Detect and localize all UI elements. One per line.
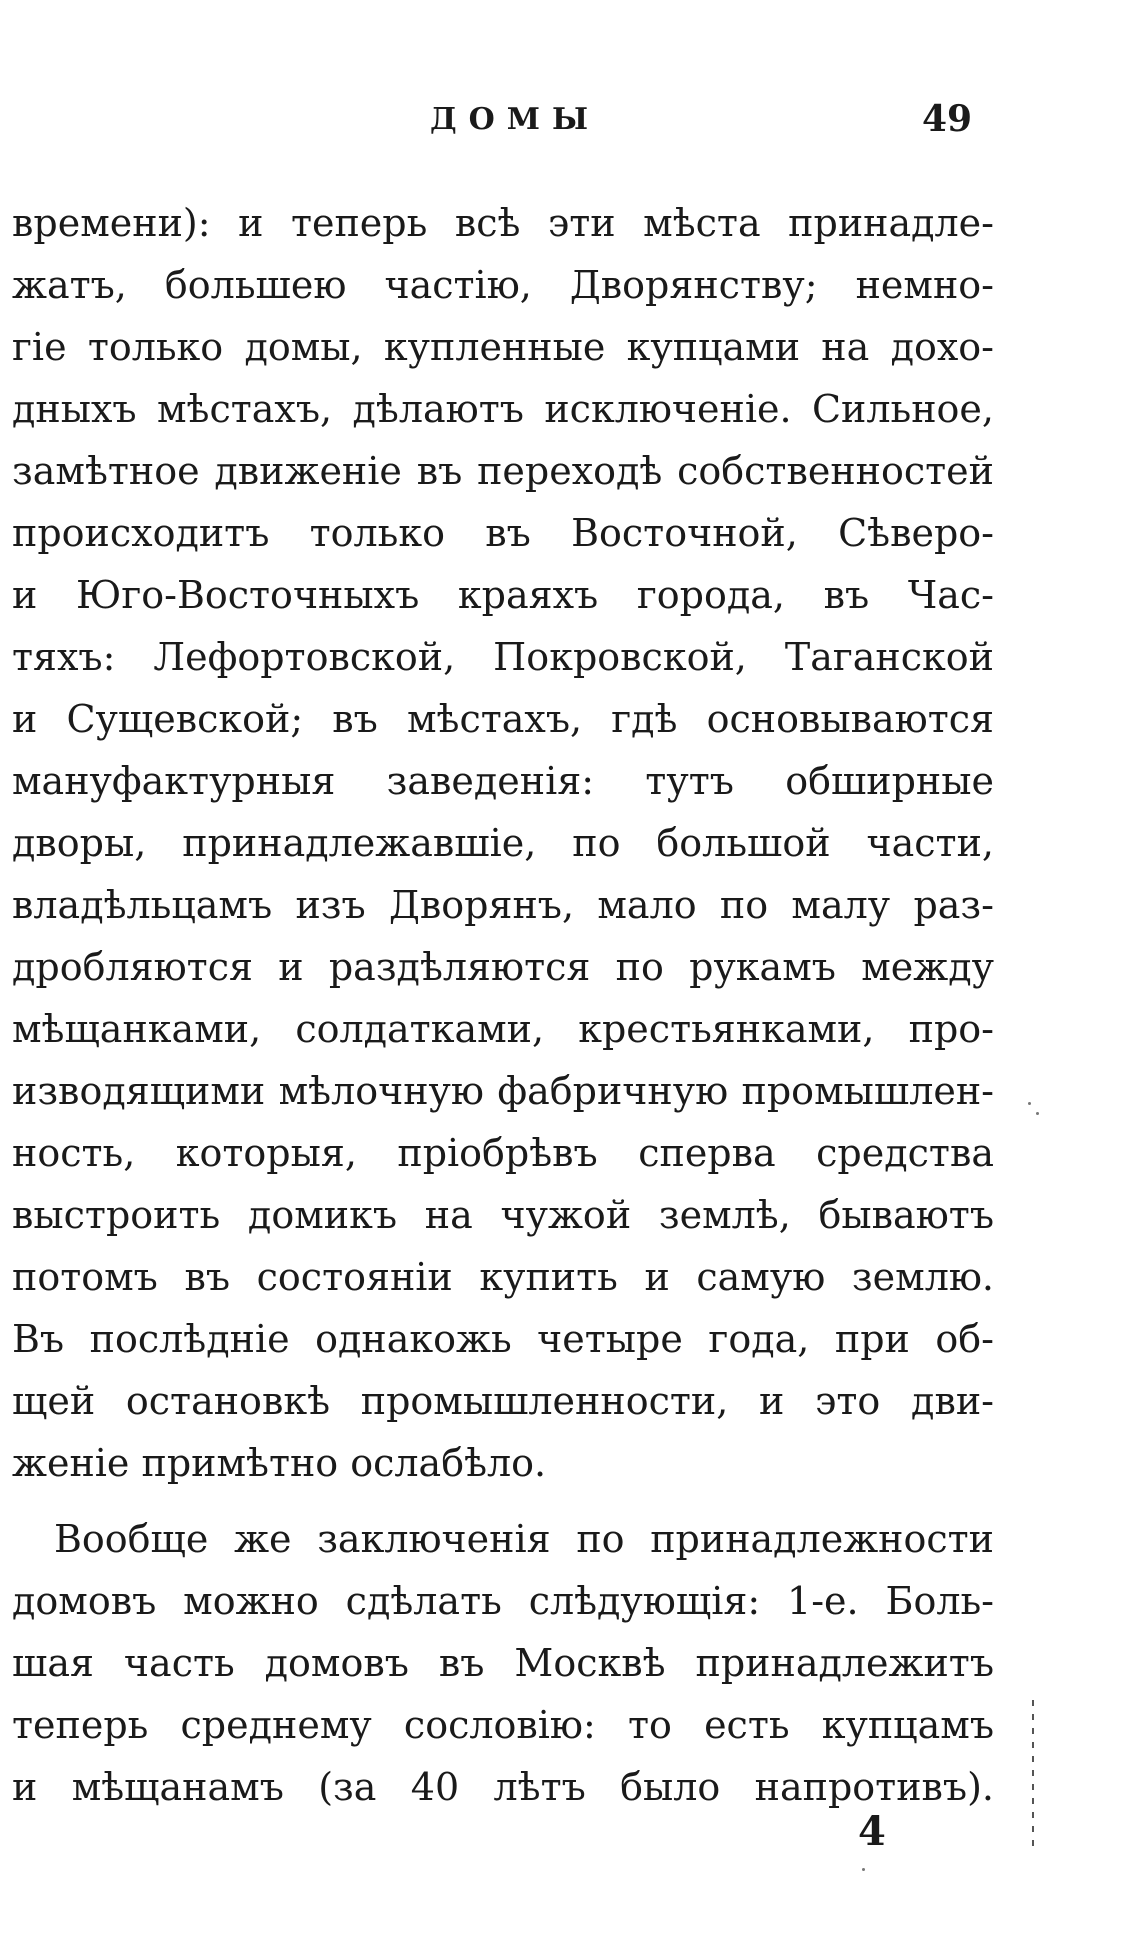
text-line: Въ послѣдніе однакожь четыре года, при об- bbox=[12, 1317, 994, 1361]
page-number: 49 bbox=[922, 98, 973, 140]
text-line: гіе только домы, купленные купцами на дохо- bbox=[12, 325, 994, 369]
text-line: шая часть домовъ въ Москвѣ принадлежитъ bbox=[12, 1641, 994, 1685]
text-line: женіе примѣтно ослабѣло. bbox=[12, 1441, 547, 1485]
text-line: и Юго-Восточныхъ краяхъ города, въ Час- bbox=[12, 573, 994, 617]
text-line: мануфактурныя заведенія: тутъ обширные bbox=[12, 759, 994, 803]
text-line: домовъ можно сдѣлать слѣдующія: 1-е. Боль- bbox=[12, 1579, 994, 1623]
text-line: изводящими мѣлочную фабричную промышлен- bbox=[12, 1069, 994, 1113]
text-line: дробляются и раздѣляются по рукамъ между bbox=[12, 945, 994, 989]
text-line: происходитъ только въ Восточной, Сѣверо- bbox=[12, 511, 994, 555]
text-line: владѣльцамъ изъ Дворянъ, мало по малу раз- bbox=[12, 883, 994, 927]
text-line: замѣтное движеніе въ переходѣ собственностей bbox=[12, 449, 994, 493]
text-line: дворы, принадлежавшіе, по большой части, bbox=[12, 821, 994, 865]
text-line: выстроить домикъ на чужой землѣ, бываютъ bbox=[12, 1193, 994, 1237]
text-line: тяхъ: Лефортовской, Покровской, Таганской bbox=[12, 635, 994, 679]
text-line: ность, которыя, пріобрѣвъ сперва средства bbox=[12, 1131, 994, 1175]
text-line: потомъ въ состояніи купить и самую землю. bbox=[12, 1255, 994, 1299]
text-line: и Сущевской; въ мѣстахъ, гдѣ основываются bbox=[12, 697, 994, 741]
text-line: и мѣщанамъ (за 40 лѣтъ было напротивъ). bbox=[12, 1765, 994, 1809]
print-speck bbox=[862, 1868, 865, 1871]
running-title: ДОМЫ bbox=[430, 102, 601, 137]
print-speck bbox=[1028, 1102, 1031, 1105]
signature-mark: 4 bbox=[858, 1808, 886, 1855]
text-line: времени): и теперь всѣ эти мѣста принадле- bbox=[12, 201, 994, 245]
text-line: жатъ, большею частію, Дворянству; немно- bbox=[12, 263, 994, 307]
text-line: Вообще же заключенія по принадлежности bbox=[54, 1517, 994, 1561]
running-head bbox=[0, 98, 1140, 142]
text-line: теперь среднему сословію: то есть купцамъ bbox=[12, 1703, 994, 1747]
print-speck bbox=[1036, 1112, 1039, 1115]
text-line: мѣщанками, солдатками, крестьянками, про- bbox=[12, 1007, 994, 1051]
text-line: щей остановкѣ промышленности, и это дви- bbox=[12, 1379, 994, 1423]
text-line: дныхъ мѣстахъ, дѣлаютъ исключеніе. Сильное, bbox=[12, 387, 994, 431]
margin-mark bbox=[1032, 1700, 1034, 1850]
